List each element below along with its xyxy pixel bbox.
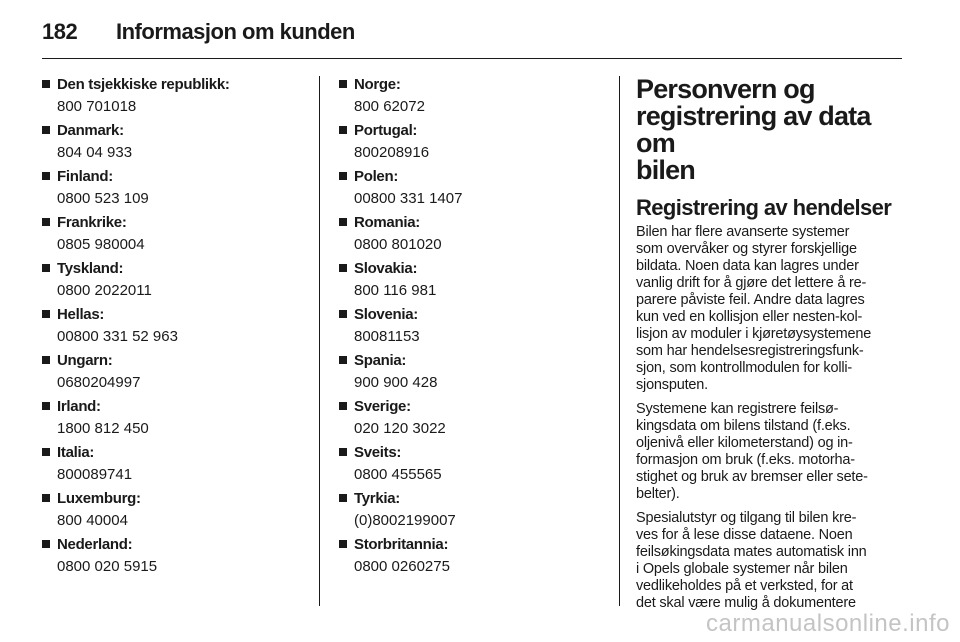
text-line: sjon, som kontrollmodulen for kolli- (636, 360, 853, 376)
text-line: oljenivå eller kilometerstand) og in- (636, 435, 853, 451)
contact-list-left (42, 76, 302, 582)
country-name: Frankrike: (57, 214, 127, 231)
phone-number: (0)8002199007 (354, 512, 456, 529)
bullet-icon (42, 540, 50, 548)
bullet-icon (339, 356, 347, 364)
bullet-icon (339, 402, 347, 410)
page-number: 182 (42, 19, 78, 44)
paragraph (636, 510, 904, 612)
phone-number: 800 116 981 (354, 282, 437, 299)
page-header (42, 14, 902, 59)
text-line: stighet og bruk av bremser eller sete- (636, 469, 868, 485)
list-item (339, 444, 599, 490)
bullet-icon (339, 494, 347, 502)
country-name: Storbritannia: (354, 536, 449, 553)
heading-line: Personvern og (636, 74, 815, 104)
text-line: belter). (636, 486, 680, 502)
bullet-icon (42, 494, 50, 502)
text-line: som har hendelsesregistreringsfunk- (636, 343, 864, 359)
bullet-icon (339, 80, 347, 88)
list-item (42, 76, 302, 122)
phone-number: 800 701018 (57, 98, 137, 115)
country-name: Sverige: (354, 398, 411, 415)
country-name: Tyrkia: (354, 490, 400, 507)
list-item (42, 122, 302, 168)
bullet-icon (339, 126, 347, 134)
phone-number: 020 120 3022 (354, 420, 446, 437)
section-heading (636, 76, 904, 184)
text-line: feilsøkingsdata mates automatisk inn (636, 544, 867, 560)
bullet-icon (42, 448, 50, 456)
list-item (339, 398, 599, 444)
text-line: parere påviste feil. Andre data lagres (636, 292, 865, 308)
list-item (339, 214, 599, 260)
bullet-icon (339, 310, 347, 318)
country-name: Italia: (57, 444, 95, 461)
text-line: som overvåker og styrer forskjellige (636, 241, 857, 257)
section-subheading: Registrering av hendelser (636, 195, 892, 220)
country-name: Nederland: (57, 536, 133, 553)
bullet-icon (42, 80, 50, 88)
phone-number: 800 40004 (57, 512, 128, 529)
country-name: Den tsjekkiske republikk: (57, 76, 230, 93)
bullet-icon (42, 310, 50, 318)
list-item (339, 168, 599, 214)
country-name: Portugal: (354, 122, 418, 139)
list-item (339, 260, 599, 306)
bullet-icon (339, 218, 347, 226)
country-name: Ungarn: (57, 352, 113, 369)
country-name: Luxemburg: (57, 490, 141, 507)
bullet-icon (42, 172, 50, 180)
country-name: Spania: (354, 352, 407, 369)
list-item (42, 214, 302, 260)
contact-list-middle (339, 76, 599, 582)
phone-number: 900 900 428 (354, 374, 438, 391)
phone-number: 0800 0260275 (354, 558, 450, 575)
text-line: vedlikeholdes på et verksted, for at (636, 578, 853, 594)
phone-number: 800208916 (354, 144, 430, 161)
text-line: sjonsputen. (636, 377, 708, 393)
text-line: Spesialutstyr og tilgang til bilen kre- (636, 510, 857, 526)
country-name: Tyskland: (57, 260, 124, 277)
text-line: Systemene kan registrere feilsø- (636, 401, 839, 417)
text-line: formasjon om bruk (f.eks. motorha- (636, 452, 855, 468)
bullet-icon (339, 172, 347, 180)
column-divider (619, 76, 620, 606)
list-item (339, 122, 599, 168)
bullet-icon (339, 540, 347, 548)
text-line: Bilen har flere avanserte systemer (636, 224, 850, 240)
phone-number: 0805 980004 (57, 236, 145, 253)
page-title: Informasjon om kunden (116, 19, 355, 44)
list-item (42, 536, 302, 582)
column-divider (319, 76, 320, 606)
bullet-icon (42, 356, 50, 364)
list-item (42, 306, 302, 352)
list-item (339, 76, 599, 122)
list-item (42, 260, 302, 306)
bullet-icon (339, 264, 347, 272)
heading-line: registrering av data om (636, 101, 871, 158)
list-item (42, 398, 302, 444)
phone-number: 0800 801020 (354, 236, 442, 253)
text-line: bildata. Noen data kan lagres under (636, 258, 859, 274)
country-name: Sveits: (354, 444, 402, 461)
list-item (339, 490, 599, 536)
country-name: Hellas: (57, 306, 105, 323)
country-name: Slovakia: (354, 260, 418, 277)
text-line: kun ved en kollisjon eller nesten-kol- (636, 309, 863, 325)
phone-number: 0680204997 (57, 374, 141, 391)
phone-number: 800089741 (57, 466, 133, 483)
country-name: Danmark: (57, 122, 124, 139)
bullet-icon (42, 264, 50, 272)
phone-number: 800 62072 (354, 98, 425, 115)
country-name: Romania: (354, 214, 420, 231)
text-line: kingsdata om bilens tilstand (f.eks. (636, 418, 851, 434)
paragraph (636, 401, 904, 503)
phone-number: 00800 331 1407 (354, 190, 463, 207)
list-item (42, 444, 302, 490)
list-item (339, 352, 599, 398)
country-name: Polen: (354, 168, 399, 185)
watermark: carmanualsonline.info (706, 610, 950, 637)
bullet-icon (42, 126, 50, 134)
phone-number: 0800 020 5915 (57, 558, 158, 575)
list-item (339, 306, 599, 352)
list-item (42, 168, 302, 214)
text-line: vanlig drift for å gjøre det lettere å re- (636, 275, 867, 291)
bullet-icon (42, 218, 50, 226)
phone-number: 80081153 (354, 328, 420, 345)
country-name: Norge: (354, 76, 401, 93)
list-item (42, 490, 302, 536)
phone-number: 0800 455565 (354, 466, 442, 483)
bullet-icon (339, 448, 347, 456)
phone-number: 0800 523 109 (57, 190, 149, 207)
country-name: Slovenia: (354, 306, 418, 323)
bullet-icon (42, 402, 50, 410)
text-line: lisjon av moduler i kjøretøysystemene (636, 326, 872, 342)
text-line: ves for å lese disse dataene. Noen (636, 527, 853, 543)
privacy-section (636, 76, 904, 619)
paragraph (636, 224, 904, 394)
heading-line: bilen (636, 155, 696, 185)
phone-number: 804 04 933 (57, 144, 133, 161)
list-item (42, 352, 302, 398)
text-line: det skal være mulig å dokumentere (636, 595, 856, 611)
text-line: i Opels globale systemer når bilen (636, 561, 848, 577)
list-item (339, 536, 599, 582)
phone-number: 1800 812 450 (57, 420, 149, 437)
country-name: Finland: (57, 168, 113, 185)
phone-number: 0800 2022011 (57, 282, 152, 299)
phone-number: 00800 331 52 963 (57, 328, 178, 345)
country-name: Irland: (57, 398, 101, 415)
